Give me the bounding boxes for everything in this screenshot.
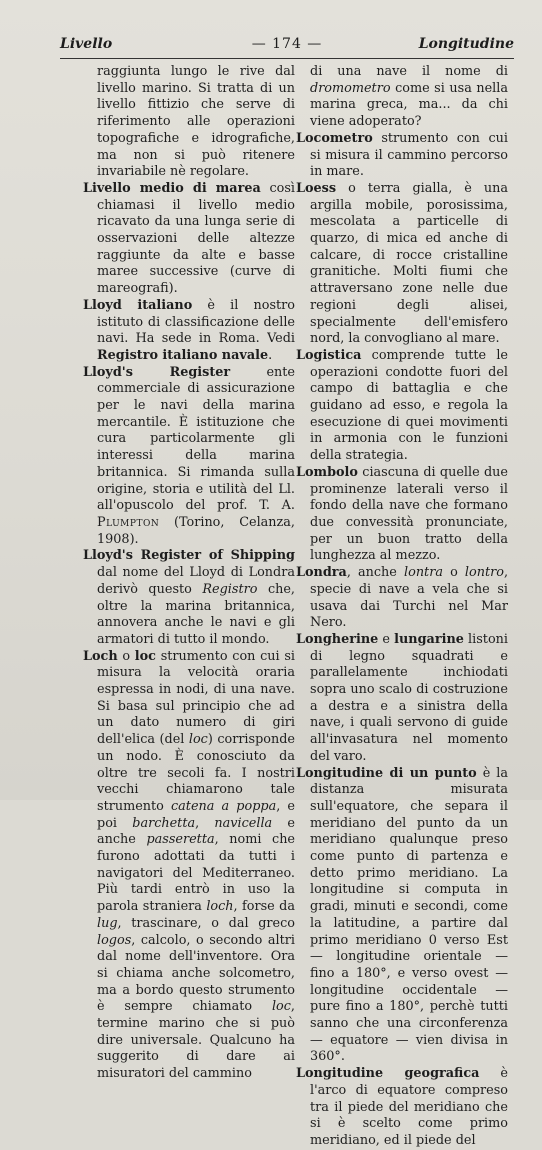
entry-text: ) corrisponde un nodo. È conosciuto da oltre tre secoli fa. I nostri vecchi chiamarono tale strumento bbox=[97, 732, 295, 814]
italic-word: lontra bbox=[404, 565, 443, 581]
entry-text: , specie di nave a vela che si usava dai Turchi nel Mar Nero. bbox=[310, 565, 509, 631]
entry-continuation bbox=[296, 64, 508, 131]
italic-word: Registro bbox=[202, 581, 258, 597]
entry-loess bbox=[296, 181, 508, 348]
entry-text: , forse da bbox=[233, 899, 295, 915]
entry-term: Longitudine geografica bbox=[296, 1066, 480, 1082]
entry-longitudine-geografica bbox=[296, 1066, 508, 1150]
entry-text: , trascinare, o dal greco bbox=[117, 915, 295, 931]
italic-word: barchetta bbox=[132, 815, 196, 831]
entry-text: o bbox=[117, 648, 135, 664]
header-rule bbox=[60, 58, 514, 59]
entry-text: o terra gialla, è una argilla mobile, porosissima, mescolata a particelle di quarzo, di mica ed anche di calcare, di rocce cristalline granitiche. Molti fiumi che attraversano zone nelle due regioni degli alisei, specialmente dell'emisfero nord, la convogliano al mare. bbox=[310, 180, 508, 347]
entry-text: dal nome del Lloyd di Londra derivò questo bbox=[97, 565, 295, 597]
entry-term: Lloyd's Register of Shipping bbox=[83, 548, 295, 564]
italic-word: lug bbox=[97, 915, 118, 931]
entry-term: Londra bbox=[296, 565, 347, 581]
entry-lloyds-register-of-shipping bbox=[83, 548, 295, 648]
entry-text: di una nave il nome di bbox=[310, 64, 508, 79]
entry-term: Locometro bbox=[296, 130, 373, 146]
entry-term: Lloyd's Register bbox=[83, 364, 231, 380]
entry-cross-reference: Registro italiano navale bbox=[97, 347, 269, 363]
entry-text: (Torino, Celanza, 1908). bbox=[97, 514, 295, 547]
italic-word: logos bbox=[97, 932, 132, 948]
entry-londra bbox=[296, 565, 508, 632]
entry-term: Longherine bbox=[296, 631, 379, 647]
entry-text: così chiamasi il livello medio ricavato da una lunga serie di osservazioni delle altezze raggiunte da alte e basse maree successive (curve di mareografi). bbox=[97, 180, 296, 297]
entry-lombolo bbox=[296, 465, 508, 565]
entry-text: . bbox=[268, 347, 273, 363]
entry-text: che, oltre la marina britannica, annovera anche le navi e gli armatori di tutto il mondo. bbox=[97, 581, 295, 647]
entry-text: , anche bbox=[346, 565, 405, 581]
entry-longitudine-di-un-punto bbox=[296, 766, 508, 1067]
running-header bbox=[60, 36, 514, 58]
italic-word: loch bbox=[206, 899, 234, 915]
italic-word: navicella bbox=[214, 815, 273, 831]
header-right-term: Longitudine bbox=[418, 36, 514, 52]
entry-logistica bbox=[296, 348, 508, 465]
entry-term: Logistica bbox=[296, 347, 362, 363]
header-left-term: Livello bbox=[60, 36, 113, 52]
entry-text: è l'arco di equatore compreso tra il piede del meridiano che si è scelto come primo meridiano, ed il piede del bbox=[310, 1066, 508, 1148]
entry-text: ente commerciale di assicurazione per le navi della marina mercantile. È istituzione che cura particolarmente gli interessi della marina britannica. Si rimanda sulla origine, storia e utilità del Ll. all'opuscolo del prof. T. A. bbox=[97, 364, 295, 514]
italic-word: catena a poppa bbox=[171, 798, 277, 814]
entry-livello-medio bbox=[83, 181, 295, 298]
entry-term-variant: lungarine bbox=[394, 631, 464, 647]
entry-term: Loess bbox=[296, 180, 337, 196]
entry-term: Loch bbox=[83, 648, 118, 664]
entry-lloyds-register bbox=[83, 365, 295, 549]
entry-lloyd-italiano bbox=[83, 298, 295, 365]
entry-text: o bbox=[442, 565, 465, 581]
entry-text: listoni di legno squadrati e parallelamente inchiodati sopra uno scalo di costruzione a destra e a sinistra della nave, i quali servono di guide all'invasatura nel momento del varo. bbox=[310, 631, 508, 764]
entry-term: Longitudine di un punto bbox=[296, 765, 477, 781]
right-column bbox=[296, 64, 508, 1150]
entry-loch bbox=[83, 649, 295, 1083]
entry-text: comprende tutte le operazioni condotte fuori del campo di battaglia e che guidano ad esso, e regola la esecuzione di quei movimenti in armonia con le funzioni della strategia. bbox=[310, 347, 508, 464]
entry-term-variant: loc bbox=[134, 648, 156, 664]
entry-text: ciascuna di quelle due prominenze laterali verso il fondo della nave che formano due convessità pronunciate, per un buon tratto della lunghezza al mezzo. bbox=[310, 464, 508, 564]
italic-word: passeretta bbox=[146, 832, 215, 848]
italic-word: loc bbox=[188, 732, 208, 748]
entry-text: e anche bbox=[97, 815, 295, 848]
author-name: Plumpton bbox=[97, 514, 160, 530]
italic-word: loc bbox=[271, 999, 291, 1015]
entry-text: , termine marino che si può dire universale. Qualcuno ha suggerito di dare ai misuratori del cammino bbox=[97, 999, 295, 1082]
entry-locometro bbox=[296, 131, 508, 181]
entry-text: è la distanza misurata sull'equatore, che separa il meridiano del punto da un meridiano qualunque preso come punto di partenza e detto primo meridiano. La longitudine si computa in gradi, minuti e secondi, come la latitudine, a partire dal primo meridiano 0 verso Est — longitudine orientale — fino a 180°, e verso ovest — longitudine occidentale — pure fino a 180°, perchè tutti sanno che una circonferenza — equatore — vien divisa in 360°. bbox=[310, 765, 508, 1065]
entry-text: , e poi bbox=[97, 798, 295, 831]
entry-text: , nomi che furono adottati da tutti i navigatori del Mediterraneo. Più tardi entrò in uso la parola straniera bbox=[97, 832, 296, 915]
entry-text: è il nostro istituto di classificazione delle navi. Ha sede in Roma. Vedi bbox=[97, 297, 295, 347]
entry-text: e bbox=[378, 631, 395, 647]
entry-continuation: raggiunta lungo le rive dal livello marino. Si tratta di un livello fittizio che serve di riferimento alle operazioni topografiche e idrografiche, ma non si può ritenere invariabile nè regolare. bbox=[97, 64, 295, 180]
entry-text: , calcolo, o secondo altri dal nome dell'inventore. Ora si chiama anche solcometro, ma a bordo questo strumento è sempre chiamato bbox=[97, 932, 295, 1015]
entry-text: come si usa nella marina greca, ma... da chi viene adoperato? bbox=[310, 80, 508, 130]
left-column bbox=[83, 64, 295, 1083]
italic-word: lontro bbox=[464, 565, 504, 581]
entry-text: , bbox=[195, 815, 215, 831]
entry-term: Livello medio di marea bbox=[83, 180, 261, 196]
entry-text: strumento con cui si misura il cammino percorso in mare. bbox=[310, 130, 508, 180]
entry-term: Lombolo bbox=[296, 464, 358, 480]
italic-word: dromometro bbox=[310, 80, 391, 96]
entry-term: Lloyd italiano bbox=[83, 297, 193, 313]
entry-text: strumento con cui si misura la velocità oraria espressa in nodi, di una nave. Si basa sul principio che ad un dato numero di giri dell'elica (del bbox=[97, 648, 295, 748]
page-number: — 174 — bbox=[251, 36, 323, 52]
entry-longherine bbox=[296, 632, 508, 766]
